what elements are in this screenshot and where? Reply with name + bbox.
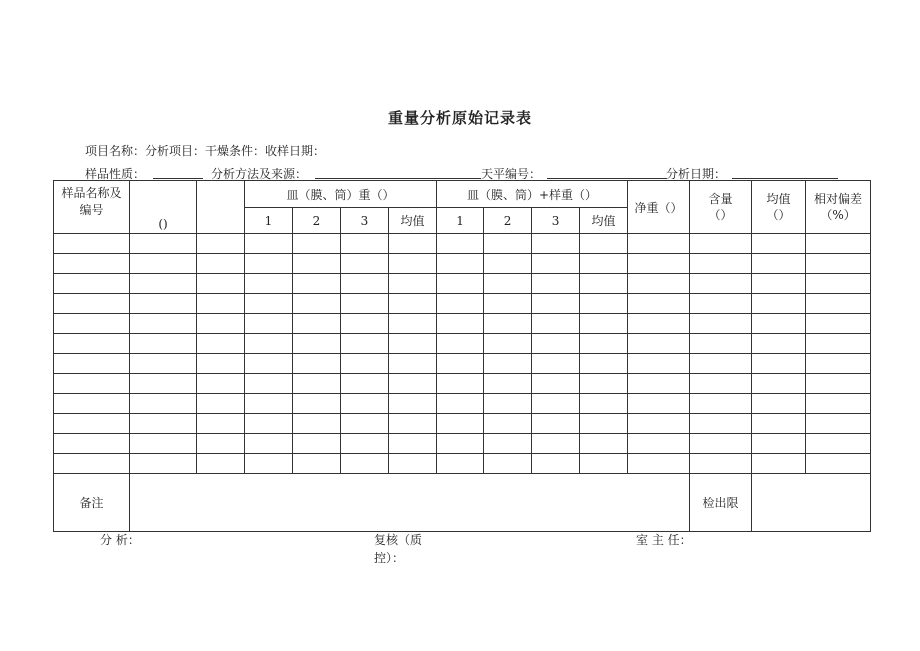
table-cell[interactable] xyxy=(580,434,628,454)
header-dish-2: 2 xyxy=(293,208,341,234)
table-cell[interactable] xyxy=(341,274,389,294)
table-row xyxy=(54,434,871,454)
table-cell[interactable] xyxy=(130,414,197,434)
table-cell[interactable] xyxy=(389,434,437,454)
table-cell[interactable] xyxy=(130,374,197,394)
table-cell[interactable] xyxy=(532,394,580,414)
table-cell[interactable] xyxy=(245,434,293,454)
table-cell[interactable] xyxy=(580,234,628,254)
form-title: 重量分析原始记录表 xyxy=(387,109,532,127)
table-row xyxy=(54,354,871,374)
table-cell[interactable] xyxy=(437,454,484,474)
header-dish-mean: 均值 xyxy=(389,208,437,234)
table-cell[interactable] xyxy=(628,234,690,254)
table-cell[interactable] xyxy=(580,454,628,474)
header-unit: () xyxy=(130,181,197,234)
table-cell[interactable] xyxy=(437,334,484,354)
table-row xyxy=(54,394,871,414)
table-cell[interactable] xyxy=(341,234,389,254)
header-dish-1: 1 xyxy=(245,208,293,234)
table-cell[interactable] xyxy=(752,414,806,434)
table-cell[interactable] xyxy=(532,294,580,314)
table-cell[interactable] xyxy=(389,354,437,374)
detection-limit-label: 检出限 xyxy=(690,474,752,532)
info-line-1: 项目名称：分析项目：干燥条件：收样日期： xyxy=(85,144,326,158)
table-cell[interactable] xyxy=(130,334,197,354)
table-cell[interactable] xyxy=(341,354,389,374)
table-cell[interactable] xyxy=(197,254,245,274)
director-label: 室 主 任： xyxy=(636,533,692,547)
table-row xyxy=(54,274,871,294)
analysis-date-field[interactable] xyxy=(732,178,838,179)
table-cell[interactable] xyxy=(806,414,871,434)
table-cell[interactable] xyxy=(293,234,341,254)
table-cell[interactable] xyxy=(197,394,245,414)
table-cell[interactable] xyxy=(580,394,628,414)
table-cell[interactable] xyxy=(628,254,690,274)
table-cell[interactable] xyxy=(389,454,437,474)
table-cell[interactable] xyxy=(245,274,293,294)
table-cell[interactable] xyxy=(389,294,437,314)
table-cell[interactable] xyxy=(532,354,580,374)
table-cell[interactable] xyxy=(245,354,293,374)
table-cell[interactable] xyxy=(690,394,752,414)
analyst-label: 分 析： xyxy=(100,533,140,547)
table-cell[interactable] xyxy=(341,314,389,334)
sample-nature-field[interactable] xyxy=(153,178,203,179)
table-cell[interactable] xyxy=(197,374,245,394)
table-cell[interactable] xyxy=(197,334,245,354)
header-dish-sample-1: 1 xyxy=(437,208,484,234)
table-cell[interactable] xyxy=(437,354,484,374)
table-cell[interactable] xyxy=(389,334,437,354)
table-cell[interactable] xyxy=(532,434,580,454)
table-cell[interactable] xyxy=(54,254,130,274)
table-cell[interactable] xyxy=(628,374,690,394)
table-cell[interactable] xyxy=(628,414,690,434)
table-cell[interactable] xyxy=(245,454,293,474)
table-cell[interactable] xyxy=(130,254,197,274)
table-cell[interactable] xyxy=(806,334,871,354)
table-cell[interactable] xyxy=(437,274,484,294)
table-cell[interactable] xyxy=(628,314,690,334)
table-cell[interactable] xyxy=(437,434,484,454)
header-dish-sample-mean: 均值 xyxy=(580,208,628,234)
table-cell[interactable] xyxy=(341,294,389,314)
table-cell[interactable] xyxy=(484,314,532,334)
header-dish-3: 3 xyxy=(341,208,389,234)
table-cell[interactable] xyxy=(806,394,871,414)
table-cell[interactable] xyxy=(690,254,752,274)
table-cell[interactable] xyxy=(54,434,130,454)
table-cell[interactable] xyxy=(752,294,806,314)
table-cell[interactable] xyxy=(54,274,130,294)
method-source-field[interactable] xyxy=(315,178,481,179)
table-cell[interactable] xyxy=(752,234,806,254)
table-row xyxy=(54,294,871,314)
table-cell[interactable] xyxy=(690,454,752,474)
table-cell[interactable] xyxy=(628,454,690,474)
table-cell[interactable] xyxy=(389,254,437,274)
table-cell[interactable] xyxy=(628,294,690,314)
reviewer-label: 复核（质控）： xyxy=(374,533,423,565)
table-cell[interactable] xyxy=(341,394,389,414)
table-cell[interactable] xyxy=(341,334,389,354)
table-cell[interactable] xyxy=(806,434,871,454)
table-cell[interactable] xyxy=(130,434,197,454)
header-dish-sample-3: 3 xyxy=(532,208,580,234)
header-content: 含量（） xyxy=(690,181,752,234)
table-cell[interactable] xyxy=(245,394,293,414)
table-cell[interactable] xyxy=(580,334,628,354)
table-cell[interactable] xyxy=(532,274,580,294)
table-cell[interactable] xyxy=(341,414,389,434)
table-cell[interactable] xyxy=(197,274,245,294)
header-row-1 xyxy=(54,181,871,208)
table-cell[interactable] xyxy=(484,374,532,394)
table-cell[interactable] xyxy=(628,354,690,374)
header-blank xyxy=(197,181,245,234)
table-cell[interactable] xyxy=(341,254,389,274)
table-cell[interactable] xyxy=(54,354,130,374)
table-cell[interactable] xyxy=(690,314,752,334)
balance-number-field[interactable] xyxy=(547,178,667,179)
header-net-weight: 净重（） xyxy=(628,181,690,234)
table-cell[interactable] xyxy=(437,314,484,334)
table-cell[interactable] xyxy=(197,434,245,454)
table-cell[interactable] xyxy=(752,374,806,394)
table-cell[interactable] xyxy=(437,294,484,314)
table-cell[interactable] xyxy=(130,354,197,374)
table-cell[interactable] xyxy=(245,334,293,354)
table-cell[interactable] xyxy=(437,414,484,434)
table-cell[interactable] xyxy=(532,374,580,394)
table-row xyxy=(54,414,871,434)
table-row xyxy=(54,314,871,334)
table-cell[interactable] xyxy=(245,254,293,274)
table-cell[interactable] xyxy=(389,374,437,394)
table-cell[interactable] xyxy=(293,394,341,414)
table-cell[interactable] xyxy=(197,314,245,334)
table-cell[interactable] xyxy=(197,414,245,434)
table-cell[interactable] xyxy=(54,374,130,394)
table-cell[interactable] xyxy=(197,454,245,474)
table-cell[interactable] xyxy=(197,294,245,314)
table-cell[interactable] xyxy=(806,454,871,474)
table-cell[interactable] xyxy=(484,354,532,374)
table-cell[interactable] xyxy=(484,434,532,454)
table-cell[interactable] xyxy=(690,354,752,374)
table-cell[interactable] xyxy=(690,334,752,354)
table-cell[interactable] xyxy=(532,454,580,474)
table-cell[interactable] xyxy=(293,434,341,454)
table-cell[interactable] xyxy=(690,294,752,314)
table-cell[interactable] xyxy=(130,274,197,294)
table-cell[interactable] xyxy=(806,294,871,314)
table-cell[interactable] xyxy=(245,374,293,394)
sample-nature-label: 样品性质： xyxy=(85,167,146,181)
table-cell[interactable] xyxy=(130,314,197,334)
method-source-label: 分析方法及来源： xyxy=(211,167,308,181)
table-cell[interactable] xyxy=(580,414,628,434)
table-cell[interactable] xyxy=(752,434,806,454)
table-cell[interactable] xyxy=(54,314,130,334)
table-cell[interactable] xyxy=(690,434,752,454)
table-cell[interactable] xyxy=(389,394,437,414)
table-cell[interactable] xyxy=(293,354,341,374)
table-cell[interactable] xyxy=(806,314,871,334)
table-cell[interactable] xyxy=(293,414,341,434)
table-cell[interactable] xyxy=(532,254,580,274)
table-cell[interactable] xyxy=(293,274,341,294)
table-cell[interactable] xyxy=(806,374,871,394)
info-line-2 xyxy=(85,165,845,181)
table-cell[interactable] xyxy=(389,314,437,334)
table-cell[interactable] xyxy=(54,414,130,434)
table-cell[interactable] xyxy=(484,454,532,474)
table-cell[interactable] xyxy=(484,394,532,414)
table-row xyxy=(54,374,871,394)
table-cell[interactable] xyxy=(690,234,752,254)
detection-limit-field[interactable] xyxy=(752,474,871,532)
table-cell[interactable] xyxy=(484,414,532,434)
table-cell[interactable] xyxy=(54,394,130,414)
analysis-date-label: 分析日期： xyxy=(666,167,727,181)
header-dish-plus-sample-weight: 皿（膜、筒）+样重（） xyxy=(437,181,628,208)
table-cell[interactable] xyxy=(580,354,628,374)
header-sample-name-code: 样品名称及编号 xyxy=(54,181,130,234)
table-cell[interactable] xyxy=(197,234,245,254)
table-cell[interactable] xyxy=(389,414,437,434)
table-cell[interactable] xyxy=(690,414,752,434)
table-cell[interactable] xyxy=(389,234,437,254)
table-cell[interactable] xyxy=(752,394,806,414)
table-cell[interactable] xyxy=(293,254,341,274)
table-cell[interactable] xyxy=(580,374,628,394)
table-cell[interactable] xyxy=(628,434,690,454)
table-cell[interactable] xyxy=(532,234,580,254)
table-cell[interactable] xyxy=(293,334,341,354)
table-cell[interactable] xyxy=(130,394,197,414)
table-cell[interactable] xyxy=(437,254,484,274)
table-cell[interactable] xyxy=(484,234,532,254)
table-cell[interactable] xyxy=(484,294,532,314)
table-cell[interactable] xyxy=(341,374,389,394)
table-cell[interactable] xyxy=(580,254,628,274)
table-cell[interactable] xyxy=(245,314,293,334)
table-cell[interactable] xyxy=(752,454,806,474)
table-cell[interactable] xyxy=(130,234,197,254)
table-cell[interactable] xyxy=(341,434,389,454)
data-rows xyxy=(54,234,871,474)
table-cell[interactable] xyxy=(197,354,245,374)
note-field[interactable] xyxy=(130,474,690,532)
table-cell[interactable] xyxy=(437,374,484,394)
table-row xyxy=(54,234,871,254)
table-cell[interactable] xyxy=(532,334,580,354)
table-row xyxy=(54,334,871,354)
table-cell[interactable] xyxy=(580,294,628,314)
table-cell[interactable] xyxy=(806,254,871,274)
table-cell[interactable] xyxy=(54,234,130,254)
note-row xyxy=(54,474,871,532)
table-cell[interactable] xyxy=(690,274,752,294)
table-cell[interactable] xyxy=(389,274,437,294)
table-cell[interactable] xyxy=(580,274,628,294)
header-relative-deviation: 相对偏差（%） xyxy=(806,181,871,234)
table-cell[interactable] xyxy=(293,454,341,474)
table-cell[interactable] xyxy=(690,374,752,394)
table-cell[interactable] xyxy=(54,294,130,314)
table-cell[interactable] xyxy=(293,374,341,394)
table-cell[interactable] xyxy=(806,354,871,374)
table-cell[interactable] xyxy=(130,294,197,314)
table-cell[interactable] xyxy=(752,354,806,374)
table-cell[interactable] xyxy=(54,454,130,474)
table-cell[interactable] xyxy=(484,274,532,294)
record-table xyxy=(53,180,871,532)
header-dish-sample-2: 2 xyxy=(484,208,532,234)
table-cell[interactable] xyxy=(532,414,580,434)
table-cell[interactable] xyxy=(437,234,484,254)
balance-number-label: 天平编号： xyxy=(481,167,542,181)
table-cell[interactable] xyxy=(628,334,690,354)
table-cell[interactable] xyxy=(293,314,341,334)
table-cell[interactable] xyxy=(628,274,690,294)
table-cell[interactable] xyxy=(628,394,690,414)
table-cell[interactable] xyxy=(341,454,389,474)
table-cell[interactable] xyxy=(437,394,484,414)
table-cell[interactable] xyxy=(752,314,806,334)
note-label: 备注 xyxy=(54,474,130,532)
table-cell[interactable] xyxy=(484,254,532,274)
table-row xyxy=(54,254,871,274)
table-cell[interactable] xyxy=(580,314,628,334)
table-cell[interactable] xyxy=(752,274,806,294)
table-cell[interactable] xyxy=(806,274,871,294)
table-cell[interactable] xyxy=(752,254,806,274)
table-cell[interactable] xyxy=(245,414,293,434)
table-cell[interactable] xyxy=(245,234,293,254)
table-cell[interactable] xyxy=(752,334,806,354)
header-dish-weight: 皿（膜、筒）重（） xyxy=(245,181,437,208)
table-cell[interactable] xyxy=(484,334,532,354)
header-mean: 均值（） xyxy=(752,181,806,234)
table-cell[interactable] xyxy=(54,334,130,354)
table-cell[interactable] xyxy=(245,294,293,314)
table-cell[interactable] xyxy=(293,294,341,314)
table-row xyxy=(54,454,871,474)
table-cell[interactable] xyxy=(806,234,871,254)
table-cell[interactable] xyxy=(532,314,580,334)
table-cell[interactable] xyxy=(130,454,197,474)
